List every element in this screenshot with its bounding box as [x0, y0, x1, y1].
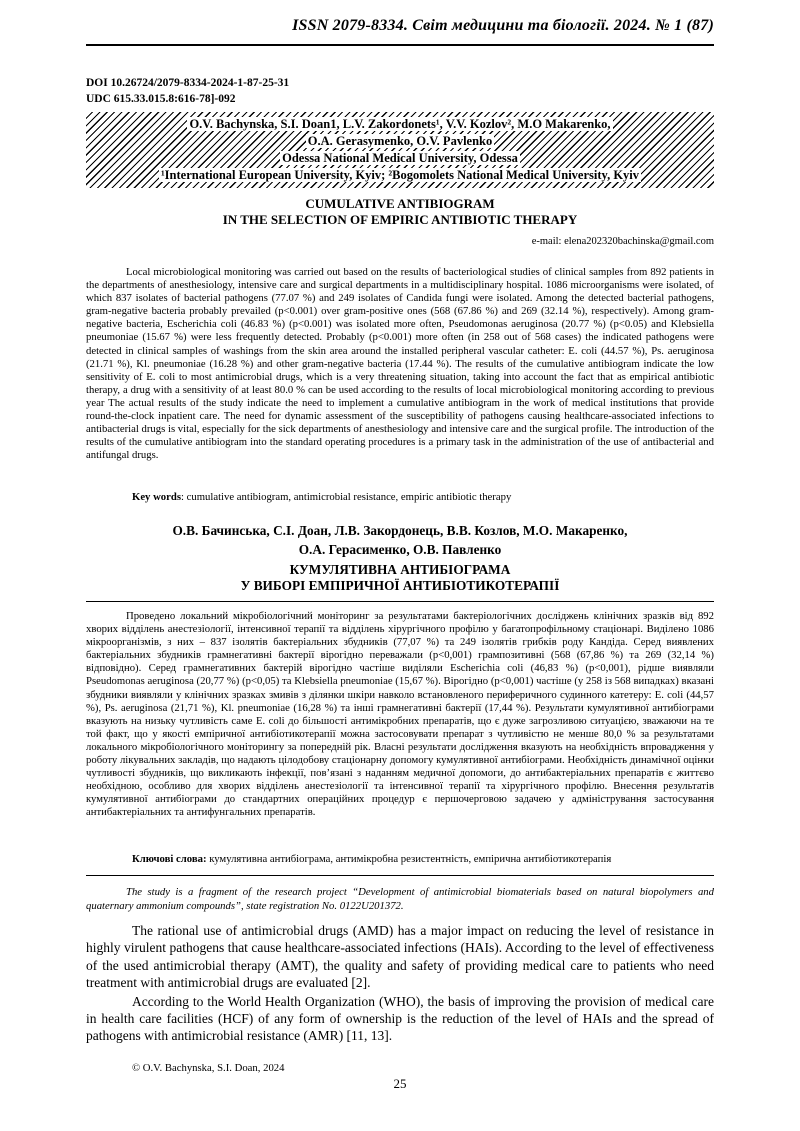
- journal-header: ISSN 2079-8334. Світ медицини та біології. 2024. № 1 (87): [292, 17, 714, 34]
- title-ua-line: У ВИБОРІ ЕМПІРИЧНОЇ АНТИБІОТИКОТЕРАПІЇ: [240, 578, 560, 593]
- contact-email: e-mail: elena202320bachinska@gmail.com: [531, 236, 714, 247]
- body-paragraph: According to the World Health Organization (WHO), the basis of improving the provision of medical care in health care facilities (HCF) of any form of ownership is the reduction of the level of HAIs and the spread of pathogens with antimicrobial resistance (AMR) [11, 13].: [86, 993, 714, 1044]
- udc-line: UDC 615.33.015.8:616-78]-092: [86, 93, 236, 105]
- keywords-en-label: Key words: [132, 491, 181, 503]
- page-number: 25: [393, 1076, 407, 1091]
- authors-ua-line: О.А. Герасименко, О.В. Павленко: [298, 542, 502, 557]
- affiliation-line: Odessa National Medical University, Odessa: [282, 151, 518, 165]
- article-body: [86, 922, 714, 1046]
- title-en-line: IN THE SELECTION OF EMPIRIC ANTIBIOTIC THERAPY: [222, 212, 578, 227]
- abstract-ua: [86, 610, 714, 820]
- keywords-en: [132, 491, 714, 503]
- title-ua-line: КУМУЛЯТИВНА АНТИБІОГРАМА: [289, 562, 511, 577]
- keywords-ua-text: кумулятивна антибіограма, антимікробна резистентність, емпірична антибіотикотерапія: [206, 853, 612, 865]
- authors-en-line: O.V. Bachynska, S.I. Doan1, L.V. Zakordonets¹, V.V. Kozlov², M.O Makarenko,: [189, 117, 611, 131]
- abstract-en-text: Local microbiological monitoring was carried out based on the results of bacteriological studies of clinical samples from 892 patients in the departments of anesthesiology, intensive care and surgical departments in a multidisciplinary hospital. 1086 microorganisms were isolated, of which 837 isolates of bacterial pathogens (77.07 %) and 249 isolates of Candida fungi were isolated. Among the detected bacterial pathogens, gram-negative bacteria probably prevailed (p<0.001) over gram-positive ones (568 (67.86 %) and 269 (32.14 %), respectively). Among gram-negative bacteria, Escherichia coli (46.83 %) (p<0.001) was isolated more often, Pseudomonas aeruginosa (20.77 %) (p<0.05) and Klebsiella pneumoniae (15.67 %) were less frequently detected. Probably (p<0.001) more often (in 258 out of 568 cases) the indicated pathogens were detected in clinical samples of washings from the skin area around the installed peripheral vascular catheter: E. coli (44.57 %), Ps. aeruginosa (21.71 %), Kl. pneumoniae (16.28 %) and other gram-negative bacteria (17.44 %). The results of the cumulative antibiogram indicate the low sensitivity of E. coli to most antimicrobial drugs, which is a very threatening situation, taking into account the fact that as empirical antibiotic therapy, a drug with a sensitivity of at least 80.0 % can be used according to the results of local microbiological monitoring according to previous year The actual results of the study indicate the need to implement a cumulative antibiogram in the work of medical institutions that provide round-the-clock inpatient care. The need for dynamic assessment of the susceptibility of pathogens causing healthcare-associated infections to antibacterial drugs is vital, especially for the sick departments of anesthesiology and intensive care and the surgical profile. The introduction of the results of the cumulative antibiogram into the standard operating procedures is a primary task in the administration of the use of antibacterial and antifungal drugs.: [86, 266, 714, 462]
- authors-ua-line: О.В. Бачинська, С.І. Доан, Л.В. Закордонець, В.В. Козлов, М.О. Макаренко,: [172, 523, 628, 538]
- keywords-ua-label: Ключові слова:: [132, 853, 207, 865]
- fragment-note-text: The study is a fragment of the research project “Development of antimicrobial biomaterials based on natural biopolymers and quaternary ammonium compounds”, state registration No. 0122U201372.: [86, 886, 714, 912]
- authors-en-block: [86, 116, 714, 184]
- header-divider: [86, 44, 714, 46]
- abstract-ua-divider: [86, 601, 714, 602]
- copyright-line: © O.V. Bachynska, S.I. Doan, 2024: [132, 1062, 285, 1074]
- fragment-divider: [86, 875, 714, 876]
- abstract-ua-text: Проведено локальний мікробіологічний моніторинг за результатами бактеріологічних досліджень клінічних зразків від 892 хворих відділень анестезіології, інтенсивної терапії та відділень хірургічного профілю у багатопрофільному стаціонарі. Виділено 1086 мікроорганізмів, з них – 837 ізолятів бактеріальних збудників (77,07 %) та 249 ізолятів грибків роду Кандіда. Серед виявлених бактеріальних збудників грамнегативні бактерії вірогідно переважали (р<0,001) грампозитивні (568 (67,86 %) та 269 (32,14 %) відповідно). Серед грамнегативних бактерій вірогідно частіше виділяли Escherichia coli (46,83 %) (р<0,001), рідше виявляли Pseudomonas aeruginosa (20,77 %) (р<0,05) та Klebsiella pneumoniae (15,67 %). Вірогідно (р<0,001) частіше (у 258 із 568 випадках) вказані збудники виявляли у клінічних зразках змивів з ділянки шкіри навколо встановленого периферичного судинного катетеру: E. coli (44,57 %), Ps. aeruginosa (21,71 %), Kl. pneumoniae (16,28 %) та інші грамнегативні бактерії (17,44 %). Результати кумулятивної антибіограми вказують на низьку чутливість саме E. coli до більшості антимікробних препаратів, що є дуже загрозливою ситуацією, зважаючи на те той факт, що у якості емпіричної антибіотикотерапії можна застосовувати препарат з чутливістю не менше 80,0 % за результатами локального мікробіологічного моніторингу за попередній рік. Власні результати дослідження вказують на необхідність впровадження у роботу лікувальних закладів, що надають цілодобову стаціонарну допомогу кумулятивної антибіограми. Необхідність динамічної оцінки чутливості збудників, що викликають інфекції, пов’язані з наданням медичної допомоги, до антибактеріальних препаратів є життєво необхідною, особливо для хворих відділень анестезіології та інтенсивної терапії та хірургічного профілю. Внесення результатів кумулятивної антибіограми до стандартних операційних процедур є першочерговою задачею у адміністрування застосування антибактеріальних та антифунгальних препаратів.: [86, 610, 714, 819]
- article-title-en: [86, 196, 714, 228]
- affiliation-line: ¹International European University, Kyiv; ²Bogomolets National Medical University, Kyiv: [160, 168, 640, 182]
- keywords-ua: [132, 853, 714, 865]
- doi-line: DOI 10.26724/2079-8334-2024-1-87-25-31: [86, 77, 290, 89]
- authors-en-line: O.A. Gerasymenko, O.V. Pavlenko: [307, 134, 493, 148]
- article-title-ua: [86, 562, 714, 594]
- research-project-note: [86, 885, 714, 913]
- authors-ua-block: [86, 521, 714, 559]
- abstract-en: [86, 266, 714, 462]
- title-en-line: CUMULATIVE ANTIBIOGRAM: [305, 196, 495, 211]
- body-paragraph: The rational use of antimicrobial drugs (AMD) has a major impact on reducing the level of resistance in highly virulent pathogens that cause healthcare-associated infections (HAIs). According to the level of effectiveness of the used antimicrobial therapy (AMT), the quality and safety of providing medical care to patients who need treatment with antimicrobial drugs are evaluated [2].: [86, 923, 714, 991]
- keywords-en-text: : cumulative antibiogram, antimicrobial resistance, empiric antibiotic therapy: [180, 491, 512, 503]
